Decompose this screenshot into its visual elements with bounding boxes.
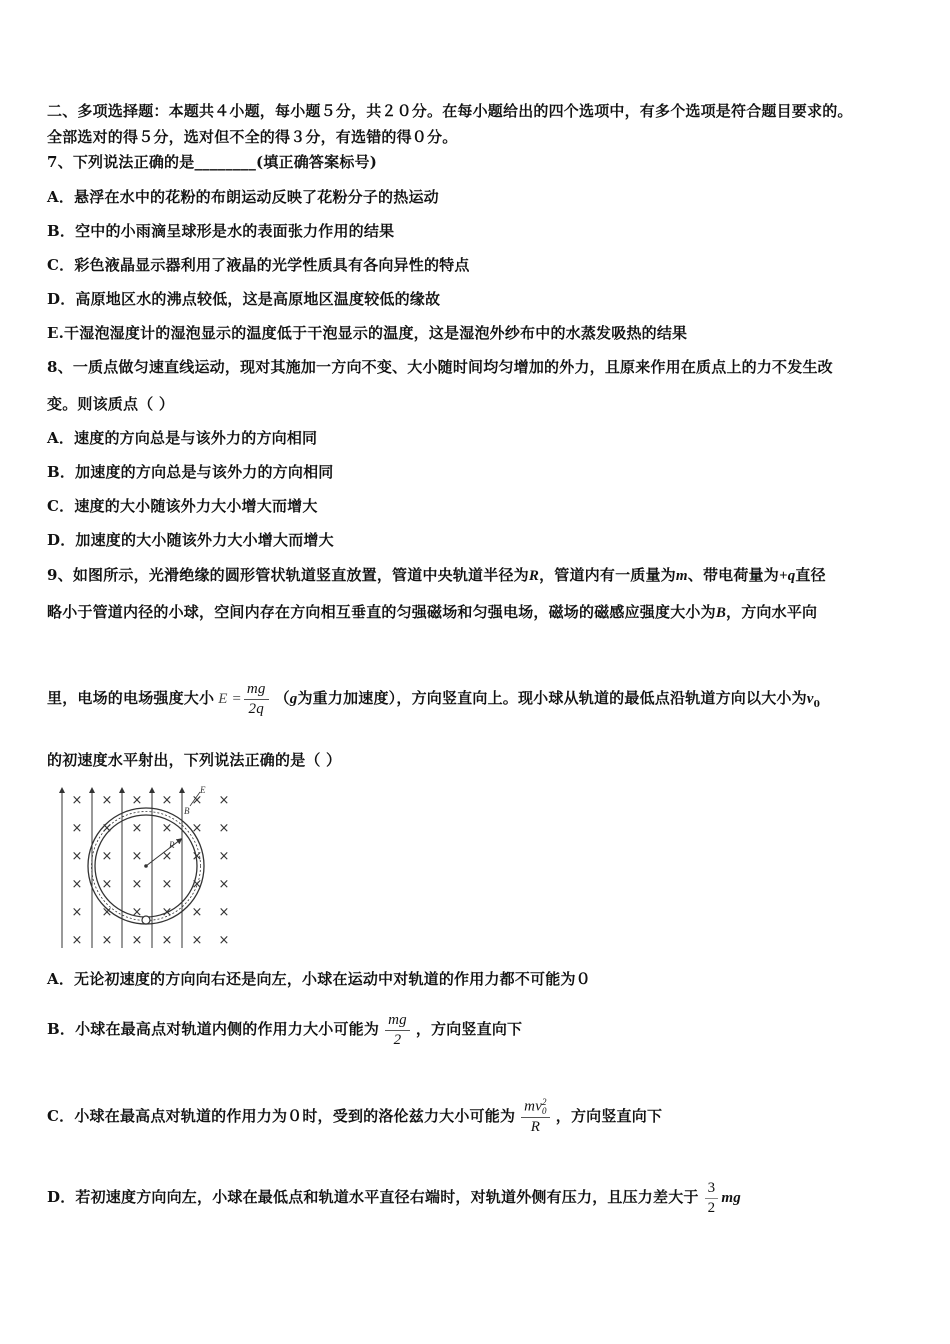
magnetic-field-cross: × — [191, 849, 203, 864]
q8-stem-line1: 8、一质点做匀速直线运动，现对其施加一方向不变、大小随时间均匀增加的外力，且原来作用在质点上的力不发生改 — [47, 358, 833, 376]
radius-label: R — [169, 840, 175, 850]
q8-option-c: C．速度的大小随该外力大小增大而增大 — [47, 497, 318, 515]
magnetic-field-cross: × — [161, 849, 173, 864]
magnetic-field-cross: × — [101, 877, 113, 892]
q9-option-a: A．无论初速度的方向向右还是向左，小球在运动中对轨道的作用力都不可能为０ — [47, 970, 591, 988]
q9-line2 — [47, 602, 817, 623]
magnetic-field-cross: × — [218, 821, 230, 836]
magnetic-field-cross: × — [71, 933, 83, 948]
q9-option-d-a: D．若初速度方向向左，小球在最低点和轨道水平直径右端时，对轨道外侧有压力，且压力差大于 — [47, 1188, 699, 1206]
circular-track-figure — [56, 784, 236, 952]
magnetic-field-cross: × — [71, 877, 83, 892]
option-c-sup: 2 — [542, 1097, 547, 1107]
option-c-fraction — [521, 1098, 550, 1136]
q8-option-d: D．加速度的大小随该外力大小增大而增大 — [47, 531, 334, 549]
e-field-lhs: E = — [218, 691, 242, 707]
q8-option-b: B．加速度的方向总是与该外力的方向相同 — [47, 463, 334, 481]
magnetic-field-cross: × — [218, 849, 230, 864]
label-e: E — [200, 785, 206, 795]
magnetic-field-cross: × — [191, 793, 203, 808]
magnetic-field-cross: × — [71, 821, 83, 836]
magnetic-field-cross: × — [71, 905, 83, 920]
q9-line1-a: 9、如图所示，光滑绝缘的圆形管状轨道竖直放置，管道中央轨道半径为 — [47, 566, 529, 584]
q9-line3-c: 为重力加速度），方向竖直向上。现小球从轨道的最低点沿轨道方向以大小为 — [297, 689, 807, 707]
q7-option-a: A．悬浮在水中的花粉的布朗运动反映了花粉分子的热运动 — [47, 188, 439, 206]
q9-option-c — [47, 1087, 662, 1145]
option-b-fraction — [385, 1012, 410, 1049]
q9-line3-a: 里，电场的电场强度大小 — [47, 689, 215, 707]
magnetic-field-cross: × — [191, 905, 203, 920]
q7-option-d: D．高原地区水的沸点较低，这是高原地区温度较低的缘故 — [47, 290, 441, 308]
magnetic-field-cross: × — [101, 933, 113, 948]
ball — [142, 916, 150, 924]
magnetic-field-cross: × — [161, 905, 173, 920]
mass-symbol: m — [675, 568, 688, 584]
magnetic-field-cross: × — [161, 821, 173, 836]
section-header-line1: 二、多项选择题：本题共４小题，每小题５分，共２０分。在每小题给出的四个选项中，有多个选项是符合题目要求的。 — [47, 102, 853, 120]
magnetic-field-cross: × — [101, 849, 113, 864]
q7-option-b: B．空中的小雨滴呈球形是水的表面张力作用的结果 — [47, 222, 395, 240]
q9-option-d — [47, 1169, 741, 1226]
gravity-symbol: g — [289, 691, 298, 707]
magnetic-field-cross: × — [191, 877, 203, 892]
magnetic-field-cross: × — [218, 877, 230, 892]
e-field-numerator: mg — [244, 681, 269, 700]
initial-velocity-sub: 0 — [813, 700, 821, 710]
radius-symbol: R — [528, 568, 540, 584]
label-b: B — [184, 806, 190, 816]
magnetic-field-cross: × — [101, 905, 113, 920]
q9-line1-d: 直径 — [795, 566, 826, 584]
q7-stem: 7、下列说法正确的是________(填正确答案标号) — [47, 153, 378, 171]
q9-line1-b: ，管道内有一质量为 — [539, 566, 676, 584]
option-c-scripts — [542, 1098, 547, 1116]
q7-option-e: E.干湿泡湿度计的湿泡显示的温度低于干泡显示的温度，这是湿泡外纱布中的水蒸发吸热的结果 — [47, 324, 688, 342]
magnetic-field-cross: × — [161, 793, 173, 808]
q9-option-c-a: C．小球在最高点对轨道的作用力为０时，受到的洛伦兹力大小可能为 — [47, 1107, 516, 1125]
option-b-denominator: 2 — [393, 1031, 402, 1048]
option-c-numerator — [521, 1098, 550, 1118]
q9-line1-c: 、带电荷量为 — [687, 566, 779, 584]
option-b-numerator: mg — [385, 1012, 410, 1031]
q9-line1 — [47, 565, 826, 586]
q8-option-a: A．速度的方向总是与该外力的方向相同 — [47, 429, 318, 447]
option-c-denominator: R — [530, 1119, 541, 1135]
magnetic-field-cross: × — [218, 793, 230, 808]
magnetic-field-cross: × — [161, 933, 173, 948]
initial-velocity-symbol: v — [806, 691, 814, 707]
q9-line2-b: ，方向水平向 — [726, 603, 818, 621]
magnetic-field-cross: × — [131, 849, 143, 864]
q9-line2-a: 略小于管道内径的小球，空间内存在方向相互垂直的匀强磁场和匀强电场，磁场的磁感应强度大小为 — [47, 603, 716, 621]
section-header-line2: 全部选对的得５分，选对但不全的得３分，有选错的得０分。 — [47, 128, 458, 146]
q9-line3-paren: （ — [274, 689, 290, 707]
magnetic-field-cross: × — [101, 793, 113, 808]
option-c-mv: mv — [524, 1098, 543, 1115]
option-d-denominator: 2 — [707, 1199, 716, 1216]
magnetic-field-cross: × — [191, 821, 203, 836]
magnetic-field-cross: × — [218, 933, 230, 948]
magnetic-field-cross: × — [131, 905, 143, 920]
magnetic-field-cross: × — [131, 933, 143, 948]
magnetic-field-cross: × — [101, 821, 113, 836]
q9-option-b-a: B．小球在最高点对轨道内侧的作用力大小可能为 — [47, 1020, 380, 1038]
option-d-numerator: 3 — [705, 1180, 719, 1199]
magnetic-field-cross: × — [131, 821, 143, 836]
q9-option-b — [47, 1004, 522, 1054]
e-field-fraction — [244, 681, 269, 718]
option-d-fraction — [705, 1180, 719, 1217]
magnetic-field-cross: × — [131, 877, 143, 892]
magnetic-field-cross: × — [218, 905, 230, 920]
q9-option-c-b: ，方向竖直向下 — [555, 1107, 663, 1125]
magnetic-field-cross: × — [161, 877, 173, 892]
q8-stem-line2: 变。则该质点（ ） — [47, 395, 175, 413]
q9-line4: 的初速度水平射出，下列说法正确的是（ ） — [47, 751, 342, 769]
e-field-denominator: 2q — [248, 700, 264, 717]
magnetic-field-cross: × — [71, 849, 83, 864]
magnetic-field-cross: × — [191, 933, 203, 948]
q9-option-b-b: ，方向竖直向下 — [415, 1020, 523, 1038]
field-b-symbol: B — [715, 605, 727, 621]
magnetic-field-cross: × — [131, 793, 143, 808]
option-d-mg: mg — [721, 1190, 741, 1206]
q9-line3 — [47, 672, 820, 731]
option-c-sub: 0 — [542, 1106, 547, 1116]
magnetic-field-cross: × — [71, 793, 83, 808]
q7-option-c: C．彩色液晶显示器利用了液晶的光学性质具有各向异性的特点 — [47, 256, 470, 274]
charge-symbol: +q — [778, 568, 796, 584]
